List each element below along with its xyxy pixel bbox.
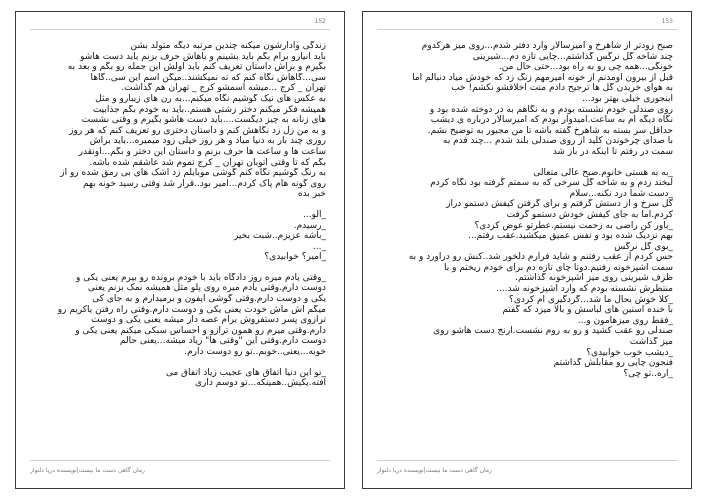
text-line: فنجون چایی رو مقابلش گذاشتم <box>553 358 673 369</box>
text-line: _بوی گل نرگس <box>614 241 673 252</box>
header-rule <box>30 29 330 30</box>
text-line: _کلا خوش بحال ما شد...گردگیری ام کردی؟ <box>509 294 673 305</box>
text-line: _به به هستی خانوم.صبح عالی متعالی <box>533 167 673 178</box>
text-line: میز گذاشت <box>629 337 673 348</box>
text-line: دوست دارم.وقتی یادم میره روی پلو مثل همیشه نمک بزنم یعنی <box>87 283 326 294</box>
text-line: _فقط روی میزهامون و... <box>577 315 673 326</box>
text-line: _... <box>312 241 326 252</box>
paragraph-gap <box>381 158 673 168</box>
text-line: سمت در رفتم تا اینکه در باز شد <box>552 146 673 157</box>
paragraph-gap <box>34 200 326 210</box>
text-line: سمت آشپزخونه رفتیم.دوتا چای تازه دم برای خودم ریختم و با <box>444 262 673 273</box>
text-line: به رنگ گوشیم نگاه کنم گوشی موبایلم زد اشک های بی رمق شده رو از <box>60 168 326 179</box>
text-line: سی...گاهاش نگاه کنم که ته نمیکشند..میگن اسم این سی..گاها <box>90 72 326 83</box>
text-line: روزی چند بار به دنیا میاد و هر روز خیلی زود میمیره...باید براش <box>89 136 326 147</box>
text-line: ترازوی پسر دستفروش برام عصه دار میشه یعنی یکی و دوست <box>91 315 326 326</box>
header-rule <box>377 29 677 30</box>
text-line: میگم آش ماش خودت یعنی یکی و دوست دارم.وقتی راه رفتن یاکریم رو <box>57 304 326 315</box>
text-line: افته.یکیش..همینکه...تو دوسم داری <box>194 378 326 389</box>
text-line: بگم که تا وقتی اتوبان تهران _ کرج تموم شد عاشقم شده باشه. <box>89 157 326 168</box>
text-line: خوبه...یعنی..خوبم..تو رو دوست دارم. <box>184 347 326 358</box>
text-line: _وقتی یادم میره روز دادگاه باید با خودم برونده رو بیرم یعنی یکی و <box>75 272 326 283</box>
text-line: منتظرش نشسته بودم که وارد آشپزخونه شد.... <box>496 284 673 295</box>
text-line: ظرف شیرینی روی میز آشپزخونه گذاشتم. <box>515 273 673 284</box>
text-line: یکی و دوست دارم.وقتی گوشی آیفون و برمیدارم و به جای کی <box>92 294 326 305</box>
text-line: نگاه دیگه ام به ساعت.امیدوار بودم که امیرسالار درباره ی دیشب <box>430 115 673 126</box>
paragraph-gap <box>34 263 326 273</box>
text-line: بگیرم و براش داستان تعریف کنم باید اولش این جمله رو بگم و بعد به <box>67 62 326 73</box>
text-line: حس کردم از عقب رفتنم و شاید فرارم دلخور شد..کنش رو درآورد و به <box>408 252 673 263</box>
text-line: لبخند زدم و به شاخه گل سرخی که به سمتم گرفته بود نگاه کردم <box>430 178 673 189</box>
text-line: خبر بده <box>297 189 326 200</box>
text-line: با صدای چرخوندن کلید از روی صندلی بلند شدم ...چند قدم به <box>442 136 673 147</box>
text-line: زندگی وادارشون میکنه چندین مرتبه دیگه متولد بشن <box>130 41 326 51</box>
text-line: با خنده استین های لباسش و بالا میزد که گفتم <box>502 305 673 316</box>
text-line: گل سرخ و از دستش گرفتم و برای گرفتن کیفش دستمو دراز <box>446 199 673 210</box>
text-line: تهران _ کرج ...میشه اسمشو کرج _ تهران هم گذاشت. <box>121 83 326 94</box>
text-line: روی صندلی خودم نشسته بودم و به نگاهم به در دوخته شده بود و <box>429 104 673 115</box>
page-footer: رمان گاهی دست ما نیست|نویسنده دریا دلنواز <box>30 467 145 474</box>
right-page <box>362 11 692 489</box>
page-footer: رمان گاهی دست ما نیست|نویسنده دریا دلنواز <box>377 467 492 474</box>
left-page <box>15 11 345 489</box>
text-line: قبل از بیرون اومدنم از خونه امیرمهم زنگ زد که خودش میاد دنبالم اما <box>412 72 673 83</box>
text-line: دوست دارم.وقتی این "وقتی ها" زیاد میشه...یعنی حالم <box>119 336 326 347</box>
text-line: چند شاخه گل نرگس گذاشتم...چایی تازه دم...شیرینی <box>472 51 673 62</box>
paragraph-gap <box>34 358 326 368</box>
text-line: و به من زل زد نگاهش کنم و داستان دختری رو تعریف کنم که هر روز <box>69 125 326 136</box>
page-number: 152 <box>314 18 326 25</box>
text-line: بهم نزدیک شده بود و نفس عمیق میکشید.عقب رفتم... <box>468 231 673 242</box>
text-line: _دست شما درد نکنه...سلام <box>569 188 673 199</box>
text-line: _الو... <box>303 209 326 220</box>
text-line: باید انیارو برام بگم باید بشینم و باهاش حرف بزنم باید دست هاشو <box>80 51 326 62</box>
footer-rule <box>377 460 677 461</box>
text-line: روی گونه هام پاک کردم...امیر بود..قرار شد وقتی رسید خونه بهم <box>82 178 326 189</box>
text-line: صبح زودتر از شاهرخ و امیرسالار وارد دفتر شدم...روی میز هرکدوم <box>421 41 673 51</box>
text-line: اینجوری خیلی بهتر بود... <box>582 93 673 104</box>
text-line: های زنانه به چیز دیگست....باید دست هاشو بگیرم و وقتی نشست <box>81 115 326 126</box>
footer-rule <box>30 460 330 461</box>
text-line: _تو این دنیا اتفاق های عجیب زیاد اتفاق می <box>165 367 326 378</box>
text-line: _رسیدم. <box>293 220 326 231</box>
text-line: _باور کن راضی به زحمت نیستم.عطرتو عوض کردی؟ <box>474 220 673 231</box>
text-line: ساعت ها و ساعت ها حرف بزنم و داستان این دختر و بگم...اونقدر <box>78 146 326 157</box>
text-line: _امیر؟ خوابیدی؟ <box>264 252 326 263</box>
text-line: _باشه عزیزم..شبت بخیر <box>233 231 326 242</box>
text-line: دارم.وقتی میرم رو همون ترازو و احساس سبکی میکنم یعنی یکی و <box>75 325 326 336</box>
text-line: صندلی رو عقب کشید و رو به روم نشست.آرنج دست هاشو روی <box>433 326 673 337</box>
text-line: کردم.اما به جای کیفش خودش دستمو گرفت <box>506 209 673 220</box>
page-body <box>34 41 326 389</box>
page-body <box>381 41 673 379</box>
text-line: به هوای خریدن گل ها ترجیح دادم منت اخلاقشو نکشم! خب <box>451 83 673 94</box>
text-line: خونگی...همه چی رو به راه بود...حتی حال من. <box>498 62 673 73</box>
text-line: _دیشب خوب خوابیدی؟ <box>586 347 673 358</box>
text-line: _آره..تو چی؟ <box>623 368 673 379</box>
text-line: به عکس های نیک گوشیم نگاه میکنم...به رن های زیبارو و مثل <box>95 93 326 104</box>
text-line: همیشه فکر میکنم دختر زشتی هستم..باید به خودم بگم جذابیت <box>92 104 326 115</box>
text-line: حداقل سر بسته به شاهرخ گفته باشه تا من مجبور به توضیح نشم. <box>427 125 673 136</box>
page-number: 153 <box>661 18 673 25</box>
